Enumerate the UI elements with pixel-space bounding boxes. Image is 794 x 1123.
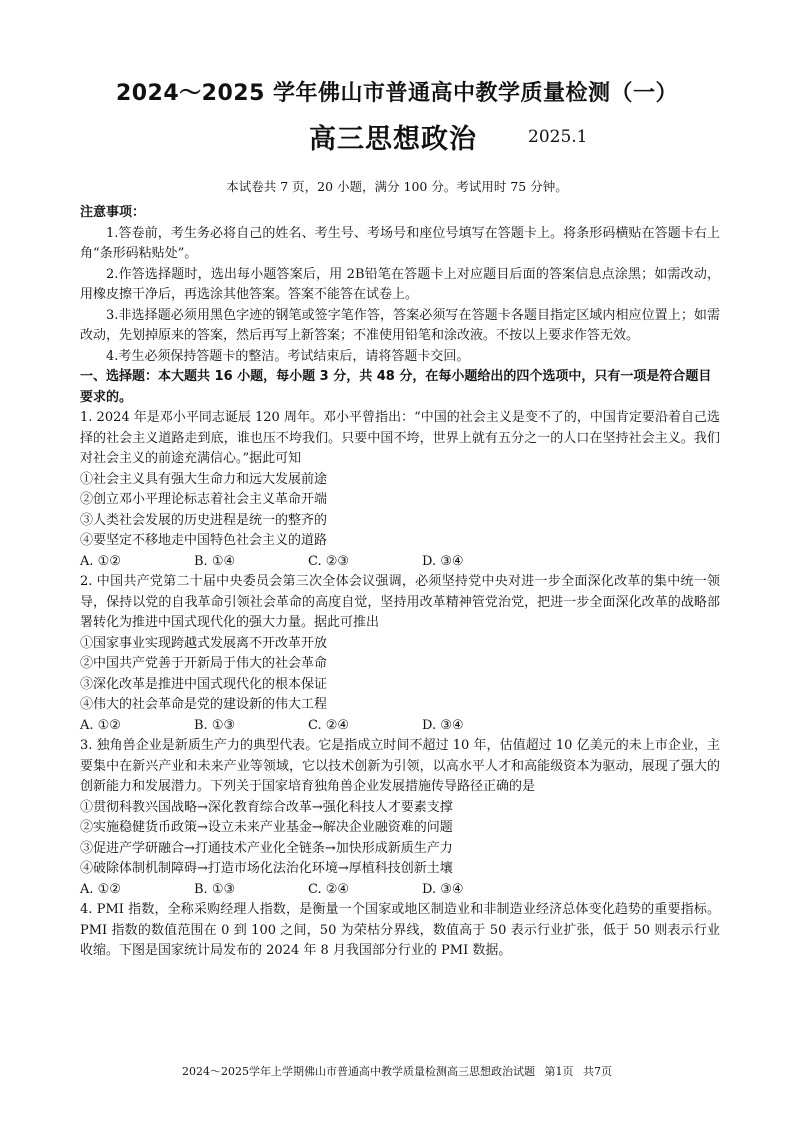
answer-choice: C. ②③ bbox=[308, 553, 350, 569]
answer-choice: B. ①④ bbox=[194, 553, 236, 569]
subject-title: 高三思想政治 bbox=[309, 124, 477, 155]
answer-choice: D. ③④ bbox=[422, 717, 464, 733]
question-stem: 1. 2024 年是邓小平同志诞辰 120 周年。邓小平曾指出：“中国的社会主义是变不了的，中国肯定要沿着自己选择的社会主义道路走到底，谁也压不垮我们。只要中国不垮，世界上就有五分之一的人口在坚持社会主义。我们对社会主义的前途充满信心。”据此可知 bbox=[80, 410, 720, 466]
question-option: ②创立邓小平理论标志着社会主义革命开端 bbox=[80, 492, 328, 507]
answer-choice: B. ①③ bbox=[194, 881, 236, 897]
question-option: ②实施稳健货币政策→设立未来产业基金→解决企业融资难的问题 bbox=[80, 820, 453, 835]
answer-choice: A. ①② bbox=[80, 881, 121, 897]
answer-choice: C. ②④ bbox=[308, 881, 350, 897]
answer-choice: D. ③④ bbox=[422, 553, 464, 569]
question-option: ②中国共产党善于开新局于伟大的社会革命 bbox=[80, 656, 328, 671]
notice-item: 2.作答选择题时，选出每小题答案后，用 2B铅笔在答题卡上对应题目后面的答案信息点涂黑；如需改动，用橡皮擦干净后，再选涂其他答案。答案不能答在试卷上。 bbox=[80, 266, 720, 302]
footer-total: 共7页 bbox=[583, 1065, 612, 1078]
footer-text: 2024～2025学年上学期佛山市普通高中教学质量检测高三思想政治试题 bbox=[182, 1065, 535, 1078]
question-option: ④伟大的社会革命是党的建设新的伟大工程 bbox=[80, 697, 328, 712]
exam-date: 2025.1 bbox=[528, 127, 588, 147]
question-option: ①国家事业实现跨越式发展离不开改革开放 bbox=[80, 635, 328, 651]
question-option: ③人类社会发展的历史进程是统一的整齐的 bbox=[80, 512, 328, 528]
exam-body bbox=[80, 203, 720, 962]
answer-choices bbox=[80, 552, 720, 573]
answer-choice: D. ③④ bbox=[422, 881, 464, 897]
notice-heading: 注意事项： bbox=[80, 205, 146, 220]
question-stem: 2. 中国共产党第二十届中央委员会第三次全体会议强调，必须坚持党中央对进一步全面深化改革的集中统一领导，保持以党的自我革命引领社会革命的高度自觉，坚持用改革精神管党治党，把进一步全面深化改革的战略部署转化为推进中国式现代化的强大力量。据此可推出 bbox=[80, 574, 720, 630]
page-footer bbox=[0, 1063, 794, 1079]
footer-page: 第1页 bbox=[544, 1065, 574, 1078]
answer-choices bbox=[80, 716, 720, 737]
question-option: ④破除体制机制障碍→打造市场化法治化环境→厚植科技创新土壤 bbox=[80, 861, 453, 876]
notice-item: 3.非选择题必须用黑色字迹的钢笔或签字笔作答，答案必须写在答题卡各题目指定区域内相应位置上；如需改动，先划掉原来的答案，然后再写上新答案；不准使用铅笔和涂改液。不按以上要求作答无效。 bbox=[80, 307, 720, 343]
question-option: ④要坚定不移地走中国特色社会主义的道路 bbox=[80, 533, 328, 548]
answer-choice: A. ①② bbox=[80, 553, 121, 569]
question-option: ③深化改革是推进中国式现代化的根本保证 bbox=[80, 676, 328, 692]
question-option: ①社会主义具有强大生命力和远大发展前途 bbox=[80, 471, 328, 487]
subtitle-row bbox=[0, 117, 794, 157]
question-stem: 3. 独角兽企业是新质生产力的典型代表。它是指成立时间不超过 10 年，估值超过 10 亿美元的未上市企业，主要集中在新兴产业和未来产业等领域，它以技术创新为引领，以高水平人才和高能级资本为驱动，展现了强大的创新能力和发展潜力。下列关于国家培育独角兽企业发展措施传导路径正确的是 bbox=[80, 738, 720, 794]
notice-item: 1.答卷前，考生务必将自己的姓名、考生号、考场号和座位号填写在答题卡上。将条形码横贴在答题卡右上角“条形码粘贴处”。 bbox=[80, 225, 720, 261]
answer-choice: A. ①② bbox=[80, 717, 121, 733]
exam-info: 本试卷共 7 页，20 小题，满分 100 分。考试用时 75 分钟。 bbox=[226, 179, 568, 194]
answer-choice: B. ①③ bbox=[194, 717, 236, 733]
question-option: ①贯彻科教兴国战略→深化教育综合改革→强化科技人才要素支撑 bbox=[80, 799, 453, 815]
section-heading: 一、选择题：本大题共 16 小题，每小题 3 分，共 48 分，在每小题给出的四个选项中，只有一项是符合题目要求的。 bbox=[80, 369, 712, 405]
notice-item: 4.考生必须保持答题卡的整洁。考试结束后，请将答题卡交回。 bbox=[106, 348, 470, 364]
answer-choices bbox=[80, 880, 720, 901]
answer-choice: C. ②④ bbox=[308, 717, 350, 733]
question-stem: 4. PMI 指数，全称采购经理人指数，是衡量一个国家或地区制造业和非制造业经济总体变化趋势的重要指标。PMI 指数的数值范围在 0 到 100 之间，50 为荣枯分界线，数值高于 50 表示行业扩张，低于 50 则表示行业收缩。下图是国家统计局发布的 2024 年 8 月我国部分行业的 PMI 数据。 bbox=[80, 902, 720, 958]
question-option: ③促进产学研融合→打通技术产业化全链条→加快形成新质生产力 bbox=[80, 840, 453, 856]
exam-title: 2024～2025 学年佛山市普通高中教学质量检测（一） bbox=[115, 81, 679, 106]
